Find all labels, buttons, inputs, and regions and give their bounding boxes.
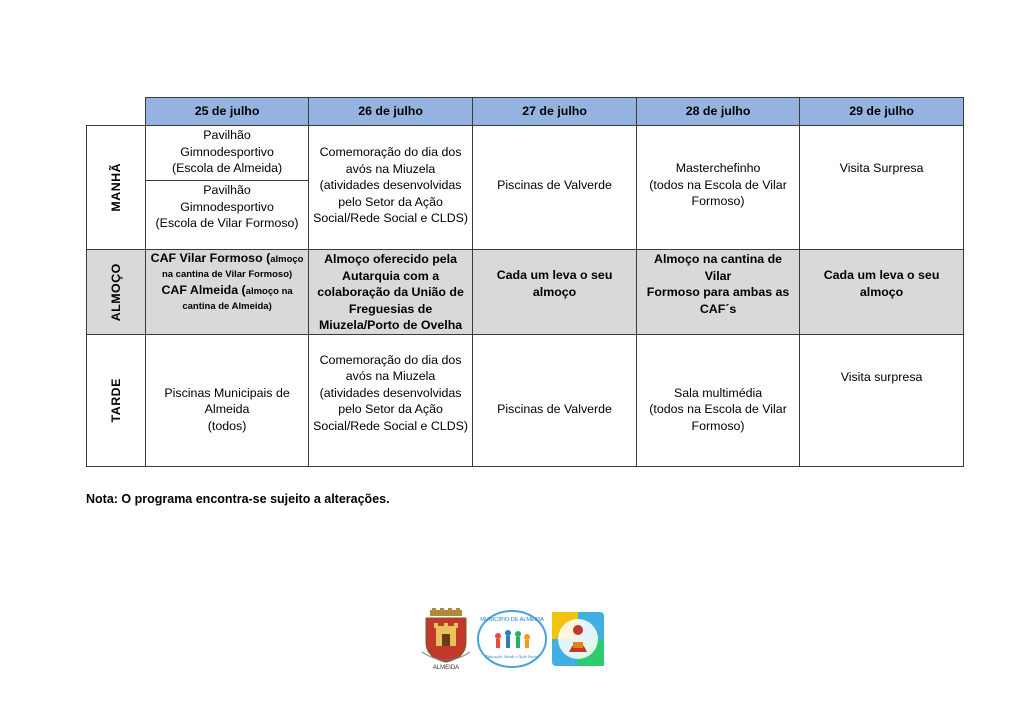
day-header: 29 de julho [800,98,964,126]
cell-27-lunch: Cada um leva o seu almoço [473,250,637,335]
period-label-lunch: ALMOÇO [87,250,146,335]
day-header: 27 de julho [473,98,637,126]
cell-28-afternoon: Sala multimédia (todos na Escola de Vilar Formoso) [637,334,800,466]
cell-29-afternoon: Visita surpresa [800,334,964,466]
note-text: Nota: O programa encontra-se sujeito a alterações. [86,492,390,506]
cell-27-morning: Piscinas de Valverde [473,126,637,250]
caf-logo [552,612,604,666]
municipio-logo-subtitle: Educação, Saúde e Ação Social [485,654,539,659]
day-header: 25 de julho [146,98,309,126]
cell-25-morning-a: Pavilhão Gimnodesportivo (Escola de Almeida) [146,126,309,181]
period-label-morning: MANHÃ [87,126,146,250]
cell-29-morning: Visita Surpresa [800,126,964,250]
cell-25-afternoon: Piscinas Municipais de Almeida (todos) [146,334,309,466]
corner-cell [87,98,146,126]
municipio-logo-text: MUNICÍPIO DE ALMEIDA [480,617,544,623]
period-label-afternoon: TARDE [87,334,146,466]
day-header: 28 de julho [637,98,800,126]
cell-27-afternoon: Piscinas de Valverde [473,334,637,466]
cell-26-lunch: Almoço oferecido pela Autarquia com a colaboração da União de Freguesias de Miuzela/Porto de Ovelha [309,250,473,335]
cell-25-morning-b: Pavilhão Gimnodesportivo (Escola de Vilar Formoso) [146,181,309,250]
cell-28-morning: Masterchefinho (todos na Escola de Vilar Formoso) [637,126,800,250]
day-header: 26 de julho [309,98,473,126]
cell-29-lunch: Cada um leva o seu almoço [800,250,964,335]
cell-28-lunch: Almoço na cantina de Vilar Formoso para ambas as CAF´s [637,250,800,335]
almeida-coat-of-arms-logo [420,608,472,670]
afternoon-row [87,334,964,466]
schedule-table [86,97,964,467]
cell-26-morning: Comemoração do dia dos avós na Miuzela (atividades desenvolvidas pelo Setor da Ação Social/Rede Social e CLDS) [309,126,473,250]
lunch-row [87,250,964,335]
almeida-logo-text: ALMEIDA [432,665,460,670]
municipio-almeida-logo [476,610,548,670]
cell-25-lunch: CAF Vilar Formoso (almoço na cantina de Vilar Formoso) CAF Almeida (almoço na cantina de Almeida) [146,250,309,335]
header-row [87,98,964,126]
morning-row [87,126,964,181]
cell-26-afternoon: Comemoração do dia dos avós na Miuzela (atividades desenvolvidas pelo Setor da Ação Social/Rede Social e CLDS) [309,334,473,466]
